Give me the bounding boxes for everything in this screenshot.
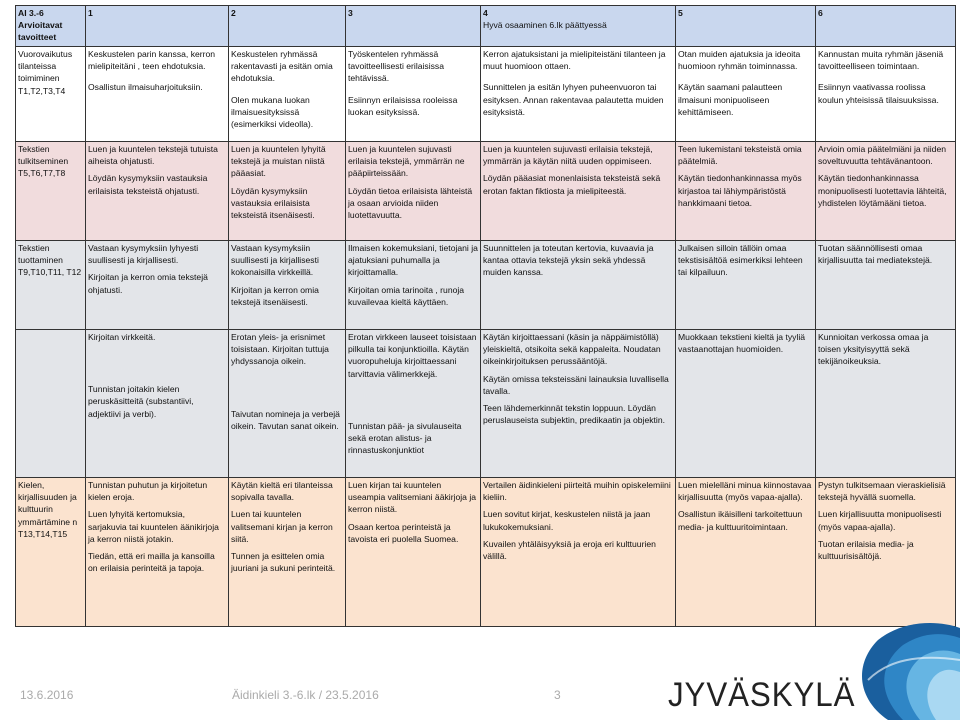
cell-paragraph: Pystyn tulkitsemaan vieraskielisiä tekstejä hyvällä suomella. bbox=[818, 480, 946, 503]
header-cell-grade bbox=[816, 6, 956, 47]
cell-paragraph: Käytän omissa teksteissäni lainauksia luvallisella tavalla. bbox=[483, 373, 669, 396]
cell-paragraph: Käytän kirjoittaessani (käsin ja näppäimistöllä) yleiskieltä, otsikoita sekä kappaleita. Noudatan oikeinkirjoituksen perussääntöjä. bbox=[483, 332, 661, 367]
table-cell bbox=[481, 241, 676, 330]
cell-paragraph: Kuvailen yhtäläisyyksiä ja eroja eri kulttuurien välillä. bbox=[483, 538, 656, 562]
table-cell bbox=[816, 241, 956, 330]
table-cell bbox=[676, 142, 816, 241]
logo-text: JYVÄSKYLÄ bbox=[668, 676, 856, 714]
header-cell-grade bbox=[676, 6, 816, 47]
cell-paragraph: Otan muiden ajatuksia ja ideoita huomioon ryhmän toiminnassa. bbox=[678, 49, 801, 72]
cell-paragraph: Kirjoitan ja kerron omia tekstejä ohjatusti. bbox=[88, 272, 208, 295]
cell-paragraph: Käytän tiedonhankinnassa monipuolisesti luotettavia lähteitä, yhdistelen löytämääni tietoa. bbox=[818, 173, 947, 208]
header-line: 4 bbox=[483, 8, 488, 18]
table-row bbox=[16, 142, 956, 241]
cell-paragraph: Osaan kertoa perinteistä ja tavoista eri puolella Suomea. bbox=[348, 521, 459, 544]
footer-title: Äidinkieli 3.-6.lk / 23.5.2016 bbox=[232, 688, 379, 702]
table-row bbox=[16, 330, 956, 478]
cell-paragraph: Kerron ajatuksistani ja mielipiteistäni tilanteen ja muut huomioon ottaen. bbox=[483, 49, 666, 72]
cell-paragraph: Luen tai kuuntelen valitsemani kirjan ja kerron siitä. bbox=[231, 509, 333, 544]
header-line: Hyvä osaaminen 6.lk päättyessä bbox=[483, 20, 607, 31]
cell-paragraph: Luen mielelläni minua kiinnostavaa kirjallisuutta (myös vapaa-ajalla). bbox=[678, 480, 812, 503]
table-cell bbox=[676, 241, 816, 330]
row-label: Kielen, kirjallisuuden ja kulttuurin ymmärtämine n T13,T14,T15 bbox=[18, 480, 78, 539]
row-label: Tekstien tuottaminen T9,T10,T11, T12 bbox=[18, 243, 82, 278]
header-line: 1 bbox=[88, 8, 93, 18]
table-cell bbox=[229, 47, 346, 142]
cell-paragraph: Vastaan kysymyksiin suullisesti ja kirjallisesti kokonaisilla virkkeillä. bbox=[231, 243, 319, 278]
table-cell bbox=[86, 330, 229, 478]
cell-paragraph: Osallistun ilmaisuharjoituksiin. bbox=[88, 82, 203, 93]
table-cell bbox=[346, 47, 481, 142]
cell-paragraph: Luen kirjan tai kuuntelen useampia valitsemiani ääkirjoja ja kerron niistä. bbox=[348, 480, 477, 515]
cell-paragraph: Tuotan erilaisia media- ja kulttuurisisältöjä. bbox=[818, 538, 914, 562]
table-cell bbox=[676, 47, 816, 142]
table-cell bbox=[816, 330, 956, 478]
cell-paragraph: Tuotan säännöllisesti omaa kirjallisuutta tai mediatekstejä. bbox=[818, 243, 933, 266]
cell-paragraph: Luen kirjallisuutta monipuolisesti (myös vapaa-ajalla). bbox=[818, 509, 942, 532]
header-line: 2 bbox=[231, 8, 236, 18]
table-cell bbox=[676, 478, 816, 627]
cell-paragraph: Muokkaan tekstieni kieltä ja tyyliä vastaanottajan huomioiden. bbox=[678, 332, 806, 355]
assessment-table bbox=[15, 5, 956, 627]
cell-paragraph: Luen ja kuuntelen sujuvasti erilaisia tekstejä, ymmärrän ja käytän niitä uuden oppimiseen. bbox=[483, 144, 653, 167]
cell-paragraph: Löydän kysymyksiin vastauksia erilaisista teksteistä ohjatusti. bbox=[88, 173, 208, 196]
university-logo-icon bbox=[848, 620, 960, 720]
header-line: Arvioitavat bbox=[18, 20, 63, 31]
cell-paragraph: Julkaisen silloin tällöin omaa tekstisisältöä esimerkiksi lehteen tai kilpailuun. bbox=[678, 243, 803, 278]
table-cell bbox=[229, 241, 346, 330]
table-cell bbox=[229, 142, 346, 241]
cell-paragraph: Käytän saamani palautteen ilmaisuni monipuoliseen kehittämiseen. bbox=[678, 82, 783, 117]
table-row bbox=[16, 241, 956, 330]
cell-paragraph: Löydän kysymyksiin vastauksia erilaisista teksteistä itsenäisesti. bbox=[231, 185, 315, 221]
cell-paragraph: Luen sovitut kirjat, keskustelen niistä ja jaan lukukokemuksiani. bbox=[483, 509, 651, 532]
cell-paragraph: Kannustan muita ryhmän jäseniä tavoitteelliseen toimintaan. bbox=[818, 49, 944, 72]
table-cell bbox=[229, 330, 346, 478]
header-line: 5 bbox=[678, 8, 683, 18]
table-cell bbox=[481, 330, 676, 478]
cell-paragraph: Vertailen äidinkieleni piirteitä muihin opiskelemiini kieliin. bbox=[483, 480, 671, 503]
row-label: Tekstien tulkitseminen T5,T6,T7,T8 bbox=[18, 144, 69, 179]
table-cell bbox=[86, 478, 229, 627]
cell-paragraph: Tunnistan pää- ja sivulauseita sekä erotan alistus- ja rinnastuskonjunktiot bbox=[348, 420, 462, 456]
cell-paragraph: Teen lukemistani teksteistä omia päätelmiä. bbox=[678, 144, 802, 167]
cell-paragraph: Löydän pääasiat monenlaisista teksteistä sekä erotan faktan fiktiosta ja mielipiteestä. bbox=[483, 173, 661, 196]
row-label-cell bbox=[16, 330, 86, 478]
header-cell-grade bbox=[229, 6, 346, 47]
cell-paragraph: Taivutan nomineja ja verbejä oikein. Tavutan sanat oikein. bbox=[231, 408, 340, 431]
cell-paragraph: Tiedän, että eri mailla ja kansoilla on erilaisia perinteitä ja tapoja. bbox=[88, 551, 215, 574]
cell-paragraph: Osallistun ikäisilleni tarkoitettuun media- ja kulttuuritoimintaan. bbox=[678, 509, 803, 532]
row-label-cell bbox=[16, 241, 86, 330]
cell-paragraph: Suunnittelen ja toteutan kertovia, kuvaavia ja kantaa ottavia tekstejä yksin sekä yhdessä muiden kanssa. bbox=[483, 243, 654, 278]
table-cell bbox=[481, 142, 676, 241]
header-line: 3 bbox=[348, 8, 353, 18]
cell-paragraph: Kirjoitan ja kerron omia tekstejä itsenäisesti. bbox=[231, 284, 319, 307]
cell-paragraph: Käytän tiedonhankinnassa myös kirjastoa tai lähiympäristöstä hankkimaani tietoa. bbox=[678, 173, 802, 208]
cell-paragraph: Erotan virkkeen lauseet toisistaan pilkulla tai konjunktioilla. Käytän vuoropuheluja kirjoittaessani tarvittavia välimerkkejä. bbox=[348, 332, 477, 379]
table-cell bbox=[346, 478, 481, 627]
cell-paragraph: Löydän tietoa erilaisista lähteistä ja osaan arvioida niiden luotettavuutta. bbox=[348, 185, 473, 221]
row-label-cell bbox=[16, 478, 86, 627]
cell-paragraph: Tunnistan joitakin kielen peruskäsitteitä (substantiivi, adjektiivi ja verbi). bbox=[88, 384, 194, 419]
table-cell bbox=[86, 241, 229, 330]
cell-paragraph: Esiinnyn vaativassa roolissa koulun yhteisissä tilaisuuksissa. bbox=[818, 82, 939, 105]
table-cell bbox=[346, 330, 481, 478]
table-cell bbox=[676, 330, 816, 478]
cell-paragraph: Vastaan kysymyksiin lyhyesti suullisesti ja kirjallisesti. bbox=[88, 243, 199, 266]
table-cell bbox=[86, 142, 229, 241]
cell-paragraph: Kirjoitan omia tarinoita , runoja kuvailevaa kieltä käyttäen. bbox=[348, 284, 465, 307]
cell-paragraph: Sunnittelen ja esitän lyhyen puheenvuoron tai esityksen. Annan rakentavaa palautetta muiden esityksistä. bbox=[483, 82, 664, 117]
cell-paragraph: Esiinnyn erilaisissa rooleissa luokan esityksissä. bbox=[348, 94, 458, 117]
header-line: 6 bbox=[818, 8, 823, 18]
page-number: 3 bbox=[554, 688, 561, 702]
header-cell-grade bbox=[346, 6, 481, 47]
cell-paragraph: Tunnen ja esittelen omia juuriani ja sukuni perinteitä. bbox=[231, 551, 336, 574]
row-label: Vuorovaikutus tilanteissa toimiminen T1,T2,T3,T4 bbox=[18, 49, 73, 96]
cell-paragraph: Tunnistan puhutun ja kirjoitetun kielen eroja. bbox=[88, 480, 208, 503]
table-row bbox=[16, 478, 956, 627]
table-cell bbox=[346, 142, 481, 241]
cell-paragraph: Olen mukana luokan ilmaisuesityksissä (esimerkiksi videolla). bbox=[231, 94, 314, 130]
cell-paragraph: Keskustelen ryhmässä rakentavasti ja esitän omia ehdotuksia. bbox=[231, 49, 333, 84]
table-cell bbox=[346, 241, 481, 330]
cell-paragraph: Ilmaisen kokemuksiani, tietojani ja ajatuksiani puhumalla ja kirjoittamalla. bbox=[348, 243, 478, 278]
table-cell bbox=[816, 478, 956, 627]
row-label-cell bbox=[16, 142, 86, 241]
cell-paragraph: Kunnioitan verkossa omaa ja toisen yksityisyyttä sekä tekijänoikeuksia. bbox=[818, 332, 929, 367]
cell-paragraph: Erotan yleis- ja erisnimet toisistaan. Kirjoitan tuttuja yhdyssanoja oikein. bbox=[231, 332, 329, 367]
footer-date: 13.6.2016 bbox=[20, 688, 74, 702]
cell-paragraph: Luen ja kuuntelen tekstejä tutuista aiheista ohjatusti. bbox=[88, 144, 218, 167]
cell-paragraph: Luen ja kuuntelen lyhyitä tekstejä ja muistan niistä pääasiat. bbox=[231, 144, 326, 179]
header-cell-criteria bbox=[16, 6, 86, 47]
row-label-cell bbox=[16, 47, 86, 142]
table-cell bbox=[816, 47, 956, 142]
table-cell bbox=[481, 478, 676, 627]
header-line: tavoitteet bbox=[18, 32, 57, 43]
cell-paragraph: Työskentelen ryhmässä tavoitteellisesti erilaisissa tehtävissä. bbox=[348, 49, 444, 84]
cell-paragraph: Luen lyhyitä kertomuksia, sarjakuvia tai kuuntelen äänikirjoja ja kerron niistä jotakin. bbox=[88, 509, 219, 544]
table-cell bbox=[229, 478, 346, 627]
header-cell-grade bbox=[86, 6, 229, 47]
table-cell bbox=[86, 47, 229, 142]
table-cell bbox=[816, 142, 956, 241]
table-row bbox=[16, 47, 956, 142]
cell-paragraph: Teen lähdemerkinnät tekstin loppuun. Löydän peruslauseista subjektin, predikaatin ja objektin. bbox=[483, 403, 666, 426]
cell-paragraph: Arvioin omia päätelmiäni ja niiden soveltuvuutta tehtävänantoon. bbox=[818, 144, 947, 167]
cell-paragraph: Keskustelen parin kanssa, kerron mielipiteitäni , teen ehdotuksia. bbox=[88, 49, 216, 72]
cell-paragraph: Luen ja kuuntelen sujuvasti erilaisia tekstejä, ymmärrän ne pääpiirteissään. bbox=[348, 144, 465, 179]
header-cell-grade bbox=[481, 6, 676, 47]
cell-paragraph: Kirjoitan virkkeitä. bbox=[88, 332, 156, 342]
header-line: AI 3.-6 bbox=[18, 8, 44, 18]
header-row bbox=[16, 6, 956, 47]
table-cell bbox=[481, 47, 676, 142]
cell-paragraph: Käytän kieltä eri tilanteissa sopivalla tavalla. bbox=[231, 480, 333, 503]
